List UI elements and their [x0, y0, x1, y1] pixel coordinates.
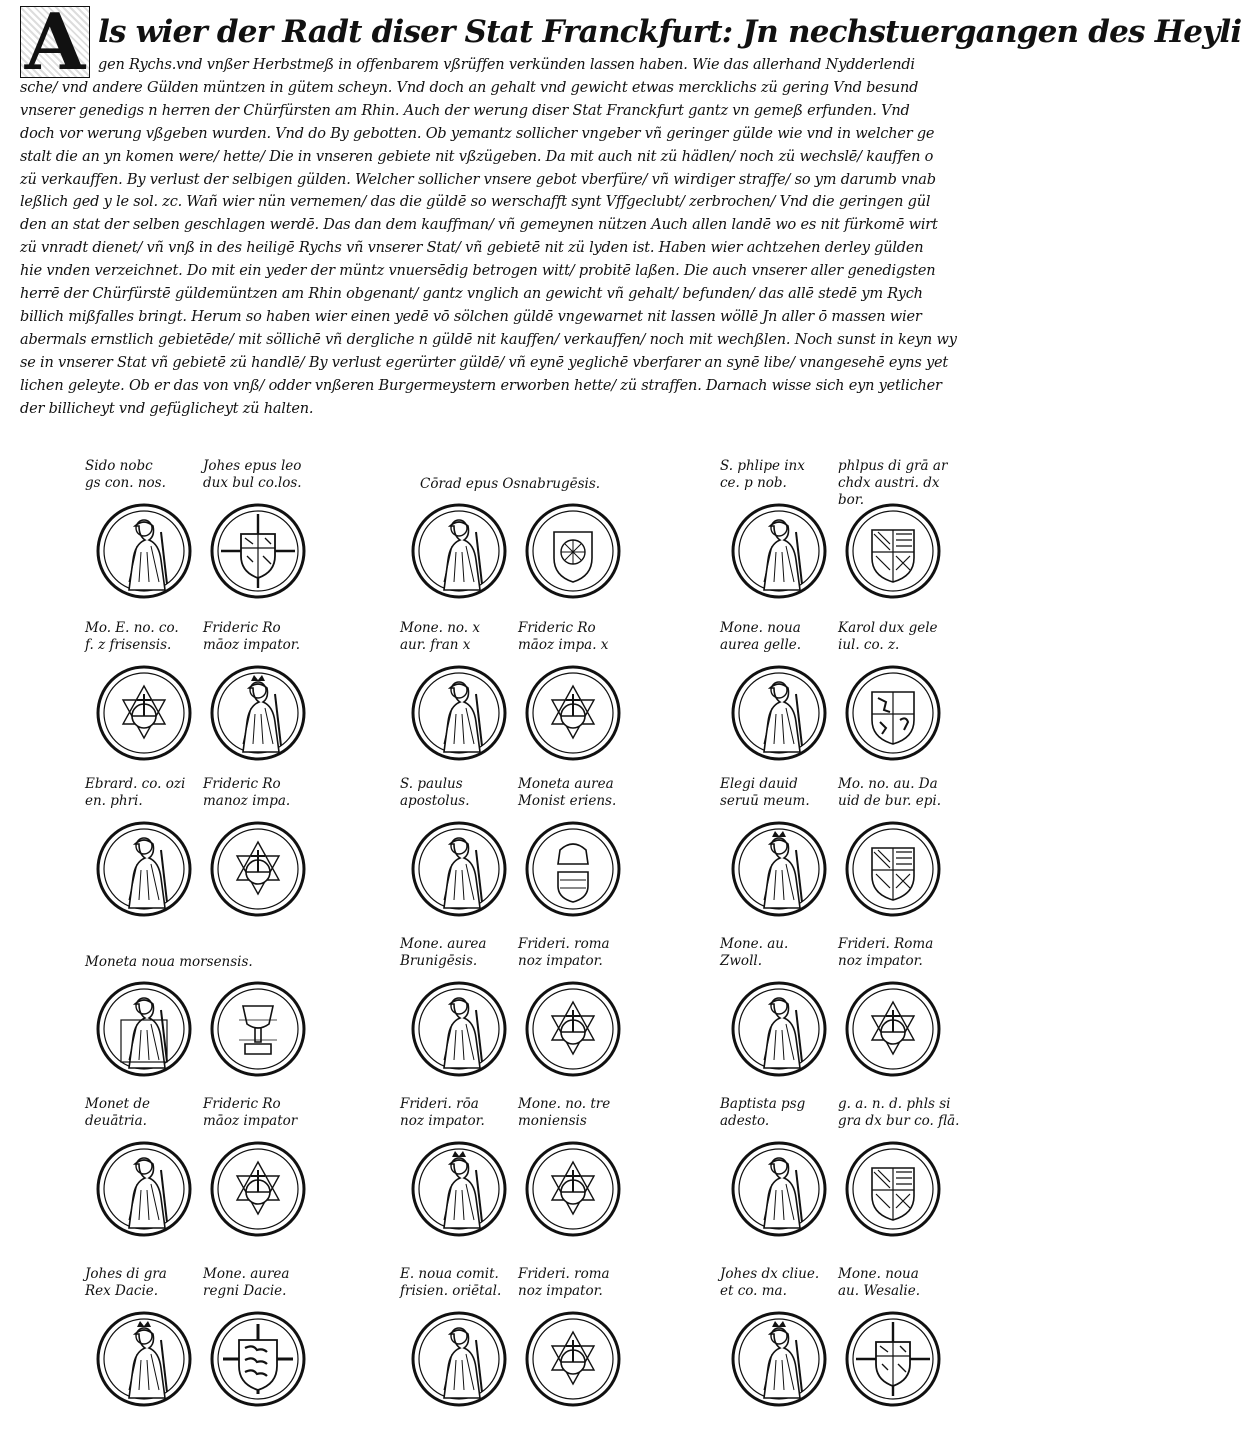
- coin-entry: [400, 458, 650, 618]
- coin-reverse-image: [209, 980, 307, 1078]
- coin-reverse-image: [209, 1310, 307, 1408]
- decree-line: hie vnden verzeichnet. Do mit ein yeder der müntz vnuersēdig betrogen witt/ probitē laßen. Die auch vnserer aller genedigsten: [20, 263, 936, 280]
- coin-obverse-image: [410, 820, 508, 918]
- coin-legend-obverse: Frideri. rōa noz impator.: [400, 1096, 485, 1129]
- coin-obverse-image: [410, 664, 508, 762]
- coin-legend-reverse: Johes epus leo dux bul co.los.: [203, 458, 302, 491]
- coin-entry: [85, 776, 335, 936]
- coin-legend-obverse: Monet de deuātria.: [85, 1096, 150, 1129]
- coin-legend-obverse: Mo. E. no. co. f. z frisensis.: [85, 620, 179, 653]
- coin-reverse-image: [524, 1310, 622, 1408]
- coin-legend-reverse: Mone. aurea regni Dacie.: [203, 1266, 290, 1299]
- decree-line: stalt die an yn komen were/ hette/ Die in vnseren gebiete nit vßzügeben. Da mit auch nit zü hädlen/ noch zü wechslē/ kauffen o: [20, 148, 934, 165]
- decree-line: zü vnradt dienet/ vñ vnß in des heiligē Rychs vñ vnserer Stat/ vñ gebietē nit zü lyden ist. Haben wier achtzehen derley gülden: [20, 240, 924, 257]
- coin-obverse-image: [410, 980, 508, 1078]
- coin-reverse-image: [524, 502, 622, 600]
- coin-legend-obverse: Ebrard. co. ozi en. phri.: [85, 776, 186, 809]
- decree-line: doch vor werung vßgeben wurden. Vnd do By gebotten. Ob yemantz sollicher vngeber vñ geringer gülde wie vnd in welcher ge: [20, 125, 935, 142]
- coin-legend-obverse: E. noua comit. frisien. oriētal.: [400, 1266, 502, 1299]
- coin-legend-reverse: Frideri. roma noz impator.: [518, 1266, 610, 1299]
- coin-entry: [400, 620, 650, 780]
- coin-legend-reverse: Karol dux gele iul. co. z.: [838, 620, 938, 653]
- coin-obverse-image: [730, 1140, 828, 1238]
- decree-line: billich mißfalles bringt. Herum so haben wier einen yedē vō sölchen güldē vngewarnet nit lassen wöllē Jn aller ō massen wier: [20, 308, 922, 325]
- coin-reverse-image: [844, 980, 942, 1078]
- coin-entry: [85, 936, 335, 1096]
- coin-legend-obverse: Baptista psg adesto.: [720, 1096, 806, 1129]
- coin-obverse-image: [95, 820, 193, 918]
- decree-line: der billicheyt vnd gefüglicheyt zü halten.: [20, 400, 314, 417]
- coin-obverse-image: [730, 980, 828, 1078]
- coin-obverse-image: [95, 664, 193, 762]
- coin-entry: [85, 458, 335, 618]
- decree-line: sche/ vnd andere Gülden müntzen in gütem scheyn. Vnd doch an gehalt vnd gewicht etwas mercklichs zü gering Vnd besund: [20, 79, 919, 96]
- coin-reverse-image: [209, 1140, 307, 1238]
- coin-legend-reverse: Frideric Ro manoz impa.: [203, 776, 291, 809]
- coin-legend-obverse: S. phlipe inx ce. p nob.: [720, 458, 805, 491]
- coin-obverse-image: [730, 502, 828, 600]
- decree-line: herrē der Chürfürstē güldemüntzen am Rhin obgenant/ gantz vnglich an gewicht vñ gehalt/ befunden/ das allē stedē ym Rych: [20, 286, 923, 302]
- decree-line: vnserer genedigs n herren der Chürfürsten am Rhin. Auch der werung diser Stat Franckfurt gantz vn gemeß erfunden. Vnd: [20, 102, 910, 119]
- coin-legend-reverse: Mone. noua au. Wesalie.: [838, 1266, 920, 1299]
- coin-reverse-image: [844, 502, 942, 600]
- coin-entry: [400, 936, 650, 1096]
- coin-reverse-image: [209, 502, 307, 600]
- coin-reverse-image: [209, 820, 307, 918]
- coin-legend-reverse: Mone. no. tre moniensis: [518, 1096, 611, 1129]
- decree-line: leßlich ged y le sol. zc. Wañ wier nün vernemen/ das die güldē so werschafft synt Vffgeclubt/ zerbrochen/ Vnd die geringen gül: [20, 194, 931, 211]
- coin-legend-obverse: Sido nobc gs con. nos.: [85, 458, 166, 491]
- coin-entry: [720, 1266, 970, 1426]
- coin-obverse-image: [95, 502, 193, 600]
- decree-heading-line: ls wier der Radt diser Stat Franckfurt: Jn nechstuergangen des Heyli: [98, 14, 1241, 50]
- coin-entry: [85, 620, 335, 780]
- coin-reverse-image: [844, 1140, 942, 1238]
- coin-legend-reverse: Frideri. roma noz impator.: [518, 936, 610, 969]
- coin-reverse-image: [844, 820, 942, 918]
- coin-obverse-image: [410, 502, 508, 600]
- coin-legend-reverse: g. a. n. d. phls si gra dx bur co. flā.: [838, 1096, 960, 1129]
- coin-legend-obverse: Mone. noua aurea gelle.: [720, 620, 802, 653]
- coin-legend-reverse: Frideric Ro māoz impator: [203, 1096, 298, 1129]
- coin-legend-obverse: S. paulus apostolus.: [400, 776, 470, 809]
- coin-reverse-image: [524, 1140, 622, 1238]
- coin-legend-reverse: Frideric Ro māoz impator.: [203, 620, 301, 653]
- coin-entry: [400, 776, 650, 936]
- coin-entry: [720, 776, 970, 936]
- coin-obverse-image: [95, 1310, 193, 1408]
- coin-legend-reverse: Frideric Ro māoz impa. x: [518, 620, 609, 653]
- decree-line: gen Rychs.vnd vnßer Herbstmeß in offenbarem vßrüffen verkünden lassen haben. Wie das allerhand Nydderlendi: [98, 57, 915, 73]
- coin-entry: [720, 936, 970, 1096]
- coin-entry: [400, 1266, 650, 1426]
- coin-obverse-image: [410, 1140, 508, 1238]
- coin-obverse-image: [730, 1310, 828, 1408]
- coin-legend-obverse: Mone. no. x aur. fran x: [400, 620, 480, 653]
- coin-entry: [400, 1096, 650, 1256]
- coin-obverse-image: [95, 980, 193, 1078]
- coin-reverse-image: [524, 980, 622, 1078]
- coin-reverse-image: [844, 664, 942, 762]
- coin-entry: [720, 620, 970, 780]
- coin-entry: [720, 458, 970, 618]
- coin-legend-obverse: Cōrad epus Osnabrugēsis.: [420, 476, 601, 492]
- coin-legend-obverse: Johes dx cliue. et co. ma.: [720, 1266, 820, 1299]
- decree-text: [20, 0, 1241, 424]
- coin-obverse-image: [730, 820, 828, 918]
- decorated-initial: A: [20, 6, 90, 78]
- coin-entry: [85, 1096, 335, 1256]
- coin-legend-reverse: Moneta aurea Monist eriens.: [518, 776, 617, 809]
- coin-obverse-image: [730, 664, 828, 762]
- coin-obverse-image: [410, 1310, 508, 1408]
- coin-reverse-image: [844, 1310, 942, 1408]
- decree-line: den an stat der selben geschlagen werdē. Das dan dem kauffman/ vñ gemeynen nützen Auch allen landē wo es nit fürkomē wirt: [20, 217, 938, 234]
- coin-legend-obverse: Mone. aurea Brunigēsis.: [400, 936, 487, 969]
- coin-obverse-image: [95, 1140, 193, 1238]
- coin-legend-obverse: Elegi dauid seruū meum.: [720, 776, 810, 809]
- decree-line: se in vnserer Stat vñ gebietē zü handlē/ By verlust egerürter güldē/ vñ eynē yeglichē vberfarer an synē libe/ vnangesehē eyns yet: [20, 354, 949, 371]
- coin-legend-obverse: Mone. au. Zwoll.: [720, 936, 789, 969]
- coin-legend-reverse: Frideri. Roma noz impator.: [838, 936, 934, 969]
- coin-reverse-image: [209, 664, 307, 762]
- decree-line: abermals ernstlich gebietēde/ mit söllichē vñ dergliche n güldē nit kauffen/ verkauffen/ noch mit wechßlen. Noch sunst in keyn wy: [20, 331, 957, 348]
- coin-reverse-image: [524, 664, 622, 762]
- coin-legend-obverse: Johes di gra Rex Dacie.: [85, 1266, 167, 1299]
- decree-line: zü verkauffen. By verlust der selbigen gülden. Welcher sollicher vnsere gebot vberfüre/ vñ wirdiger straffe/ so ym darumb vnab: [20, 171, 936, 188]
- coin-entry: [720, 1096, 970, 1256]
- coin-legend-reverse: phlpus di grā ar chdx austri. dx bor.: [838, 458, 948, 508]
- coin-legend-reverse: Mo. no. au. Da uid de bur. epi.: [838, 776, 941, 809]
- coin-entry: [85, 1266, 335, 1426]
- coin-reverse-image: [524, 820, 622, 918]
- decree-line: lichen geleyte. Ob er das von vnß/ odder vnßeren Burgermeystern erworben hette/ zü straffen. Darnach wisse sich eyn yetlicher: [20, 377, 942, 394]
- coin-legend-obverse: Moneta noua morsensis.: [85, 954, 253, 970]
